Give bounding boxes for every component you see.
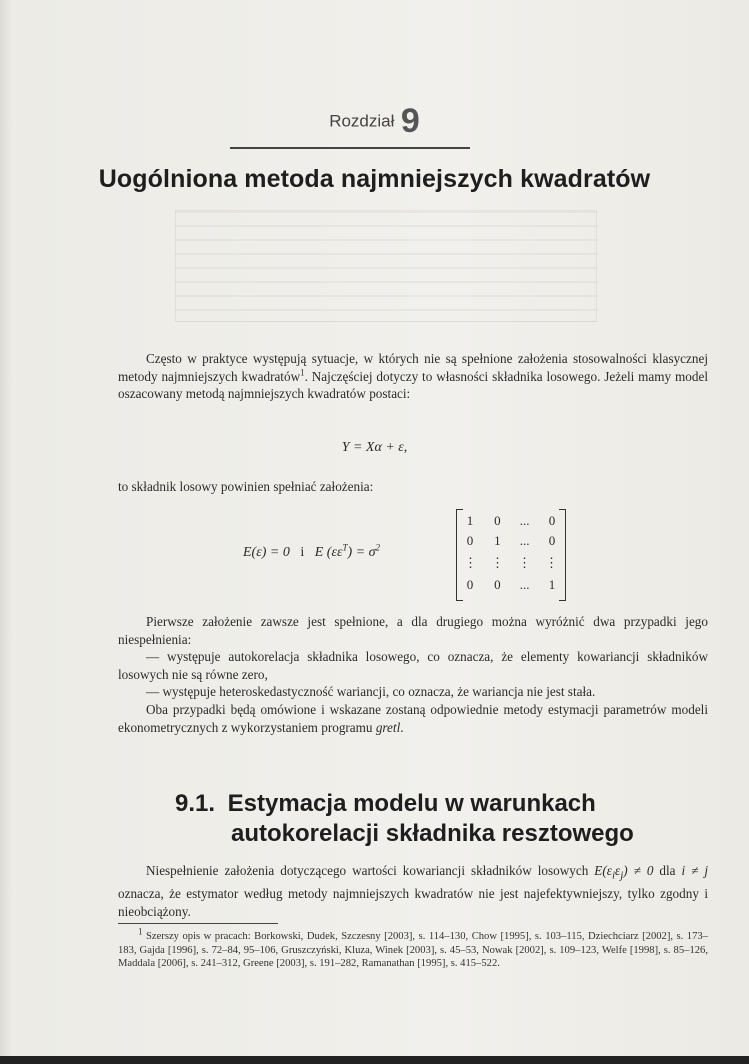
chapter-rule (230, 147, 470, 149)
intro-paragraph (118, 350, 708, 403)
case-autocorrelation: — występuje autokorelacja składnika losowego, co oznacza, że elementy kowariancji składników losowych nie są równe zero, (118, 649, 708, 682)
index-condition: i ≠ j (681, 863, 709, 878)
matrix-cell: 0 (494, 513, 501, 528)
matrix-bracket-right (559, 509, 566, 601)
section-title-line1: Estymacja modelu w warunkach (227, 790, 596, 817)
cases-block (118, 613, 708, 736)
covariance-expression (594, 863, 654, 882)
section-heading (175, 789, 635, 849)
eq-expected-value: E(ε) = 0 (243, 545, 290, 560)
footnote (118, 926, 708, 971)
footnote-rule (118, 923, 278, 924)
matrix-row (464, 577, 558, 593)
sub-j: j (620, 869, 624, 882)
matrix-row (464, 533, 558, 549)
section-text-dla: dla (659, 863, 676, 878)
matrix-row (464, 555, 558, 571)
sub-i: i (611, 869, 615, 882)
section-paragraph (118, 862, 708, 920)
methods-end: . (400, 719, 404, 735)
matrix-cell: ⋮ (491, 555, 504, 570)
eq-transpose: T (342, 542, 348, 553)
eq-covariance: E (εε (314, 545, 343, 560)
matrix-cell: 0 (466, 577, 474, 592)
matrix-cell: 0 (466, 533, 474, 548)
assumption-equation (243, 542, 381, 561)
section-text-cont: oznacza, że estymator według metody najmniejszych kwadratów nie jest najefektywniejszy, tylko zgodny i nieobciążony. (118, 886, 708, 919)
section-number: 9.1. (175, 790, 216, 817)
case-heteroskedasticity: — występuje heteroskedastyczność wariancji, co oznacza, że wariancja nie jest stała. (146, 684, 596, 700)
eq-conjunction: i (300, 545, 305, 560)
chapter-heading (0, 102, 749, 141)
identity-matrix (456, 509, 566, 599)
matrix-cell: ... (519, 577, 530, 592)
matrix-cell: 1 (548, 577, 556, 592)
scan-edge (0, 1056, 749, 1064)
math-e: E(ε (594, 863, 612, 878)
matrix-cell: ⋮ (518, 555, 531, 570)
matrix-cell: 0 (494, 577, 501, 592)
footnote-text: Szerszy opis w pracach: Borkowski, Dudek, Szczesny [2003], s. 114–130, Chow [1995], s. 103–115, Dziechciarz [2002], s. 173–183, Gajda [1996], s. 72–84, 95–106, Gruszczyński, Kluza, Winek [2003], s. 45–53, Nowak [2002], s. 109–123, Welfe [1998], s. 85–126, Maddala [2006], s. 241–312, Greene [2003], s. 191–282, Ramanathan [1995], s. 415–522. (118, 931, 708, 970)
methods-paragraph (118, 701, 708, 736)
eq-sigma: ) = σ (347, 545, 376, 560)
matrix-cell: 1 (466, 513, 474, 528)
conditions-paragraph: to składnik losowy powinien spełniać założenia: (118, 479, 374, 494)
math-neq: ) ≠ 0 (623, 863, 654, 878)
intro-text-cont: . Najczęściej dotyczy to własności składnika losowego. Jeżeli mamy model oszacowany metodą najmniejszych kwadratów postaci: (118, 368, 708, 402)
bleed-through-shadow (175, 210, 597, 322)
matrix-bracket-left (456, 509, 463, 601)
chapter-title: Uogólniona metoda najmniejszych kwadratów (98, 165, 651, 193)
matrix-cell: ... (519, 533, 530, 548)
section-text: Niespełnienie założenia dotyczącego wartości kowariancji składników losowych (146, 863, 589, 878)
math-eps: ε (615, 863, 621, 878)
cases-intro: Pierwsze założenie zawsze jest spełnione, a dla drugiego można wyróżnić dwa przypadki jego niespełnienia: (118, 614, 708, 647)
matrix-row (464, 513, 558, 529)
section-title-line2: autokorelacji składnika resztowego (231, 820, 634, 847)
matrix-cell: 0 (548, 513, 556, 528)
matrix-cell: ... (519, 513, 530, 528)
eq-square: 2 (375, 542, 381, 553)
model-equation: Y = Xα + ε, (341, 440, 408, 455)
intro-text: Często w praktyce występują sytuacje, w których nie są spełnione założenia stosowalności klasycznej metody najmniejszych kwadratów (118, 351, 708, 384)
chapter-number: 9 (400, 102, 420, 140)
matrix-cell: ⋮ (545, 555, 558, 570)
matrix-cell: 0 (548, 533, 556, 548)
chapter-label: Rozdział (329, 111, 395, 131)
program-name: gretl (375, 719, 401, 735)
footnote-number: 1 (138, 926, 143, 937)
matrix-cell: ⋮ (464, 555, 477, 570)
footnote-marker: 1 (300, 367, 305, 378)
matrix-cell: 1 (494, 533, 501, 548)
methods-text: Oba przypadki będą omówione i wskazane zostaną odpowiednie metody estymacji parametrów modeli ekonometrycznych z wykorzystaniem programu (118, 701, 708, 735)
